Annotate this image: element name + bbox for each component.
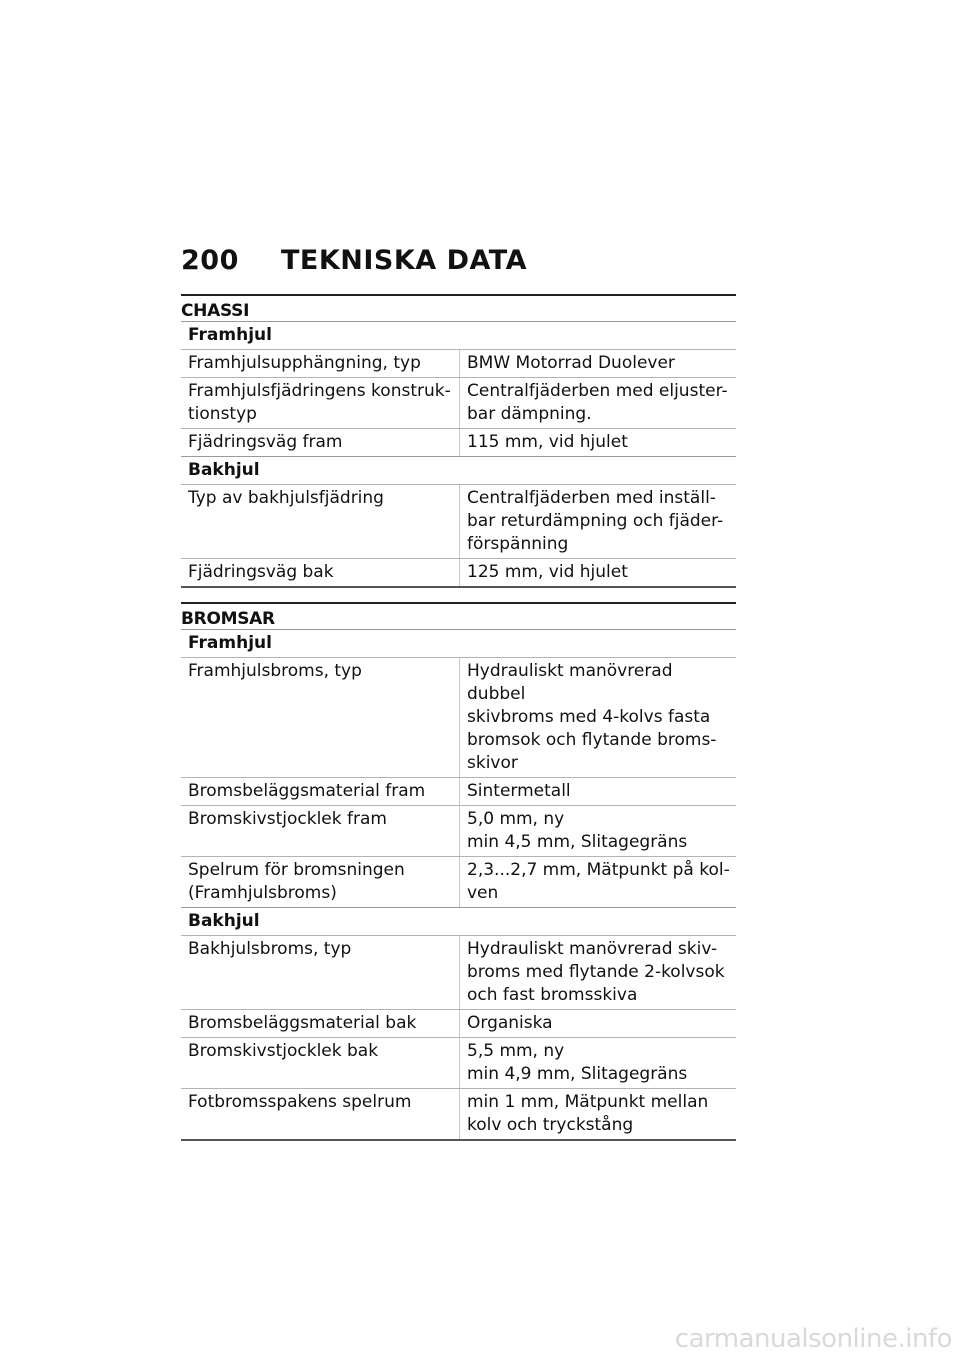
spec-value: 5,0 mm, ny min 4,5 mm, Slitagegräns xyxy=(459,806,736,856)
spec-row xyxy=(181,1088,736,1139)
table-end-rule xyxy=(181,586,736,588)
spec-value: 5,5 mm, ny min 4,9 mm, Slitagegräns xyxy=(459,1038,736,1088)
spec-value: BMW Motorrad Duolever xyxy=(459,350,736,377)
section-title: BROMSAR xyxy=(181,602,736,629)
spec-label: Fotbromsspakens spelrum xyxy=(188,1092,412,1112)
group-title: Bakhjul xyxy=(181,907,736,935)
spec-value: 2,3...2,7 mm, Mätpunkt på kol- ven xyxy=(459,857,736,907)
spec-label: Bakhjulsbroms, typ xyxy=(188,939,352,959)
spec-row xyxy=(181,1037,736,1088)
spec-label: Spelrum för bromsningen (Framhjulsbroms) xyxy=(188,860,405,903)
spec-label: Framhjulsupphängning, typ xyxy=(188,353,421,373)
spec-value: 125 mm, vid hjulet xyxy=(459,559,736,586)
spec-label: Framhjulsbroms, typ xyxy=(188,661,362,681)
group-title: Framhjul xyxy=(181,629,736,657)
page-title: TEKNISKA DATA xyxy=(281,245,528,276)
spec-value: min 1 mm, Mätpunkt mellan kolv och tryckstång xyxy=(459,1089,736,1139)
group-title: Bakhjul xyxy=(181,456,736,484)
spec-row xyxy=(181,377,736,428)
spec-row xyxy=(181,856,736,907)
spec-value: Hydrauliskt manövrerad skiv- broms med flytande 2-kolvsok och fast bromsskiva xyxy=(459,936,736,1009)
spec-row xyxy=(181,349,736,377)
spec-row xyxy=(181,805,736,856)
spec-row xyxy=(181,935,736,1009)
spec-label: Bromsbeläggsmaterial fram xyxy=(188,781,426,801)
spec-label: Bromskivstjocklek bak xyxy=(188,1041,379,1061)
spec-row xyxy=(181,558,736,586)
section-chassi xyxy=(181,294,736,588)
spec-label: Bromskivstjocklek fram xyxy=(188,809,387,829)
spec-value: Organiska xyxy=(459,1010,736,1037)
spec-value: Centralfjäderben med eljuster- bar dämpning. xyxy=(459,378,736,428)
spec-label: Typ av bakhjulsfjädring xyxy=(188,488,384,508)
spec-value: Sintermetall xyxy=(459,778,736,805)
spec-row xyxy=(181,484,736,558)
section-title: CHASSI xyxy=(181,294,736,321)
spec-row xyxy=(181,428,736,456)
spec-content xyxy=(181,294,736,1155)
spec-row xyxy=(181,1009,736,1037)
spec-label: Bromsbeläggsmaterial bak xyxy=(188,1013,417,1033)
spec-label: Framhjulsfjädringens konstruk- tionstyp xyxy=(188,381,451,424)
section-bromsar xyxy=(181,602,736,1141)
spec-value: Centralfjäderben med inställ- bar returdämpning och fjäder- förspänning xyxy=(459,485,736,558)
page-header xyxy=(181,245,527,276)
spec-row xyxy=(181,777,736,805)
table-end-rule xyxy=(181,1139,736,1141)
spec-value: 115 mm, vid hjulet xyxy=(459,429,736,456)
spec-value: Hydrauliskt manövrerad dubbel skivbroms med 4-kolvs fasta bromsok och flytande broms- skivor xyxy=(459,658,736,777)
spec-row xyxy=(181,657,736,777)
spec-label: Fjädringsväg fram xyxy=(188,432,343,452)
group-title: Framhjul xyxy=(181,321,736,349)
page-number: 200 xyxy=(181,245,239,276)
spec-label: Fjädringsväg bak xyxy=(188,562,334,582)
watermark: carmanualsonline.info xyxy=(674,1324,952,1354)
